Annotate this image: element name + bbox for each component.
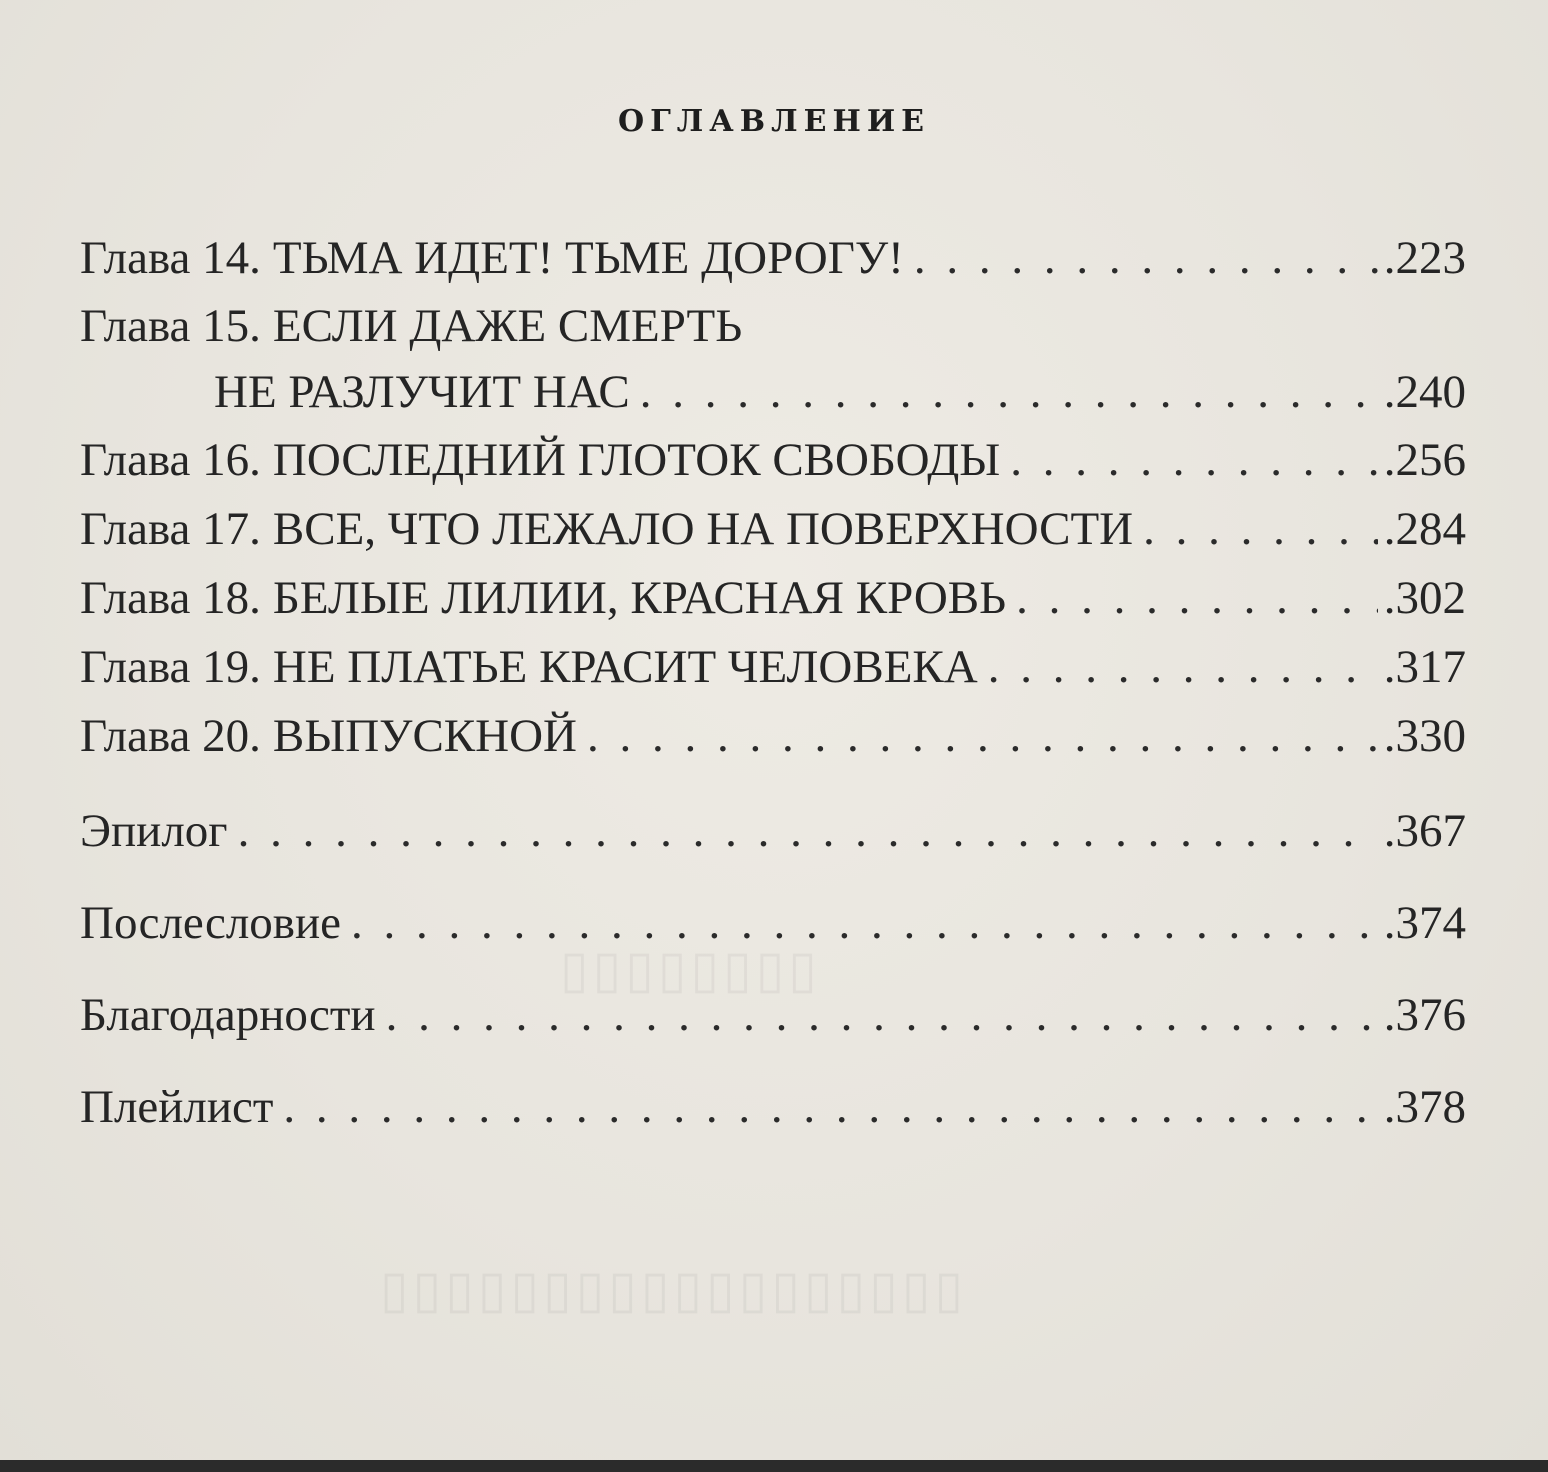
toc-entry-page: .256 <box>1383 434 1466 486</box>
toc-entry-title: ТЬМА ИДЕТ! ТЬМЕ ДОРОГУ! <box>272 232 904 284</box>
dot-leader <box>1010 432 1377 488</box>
dot-leader <box>386 987 1378 1043</box>
toc-entry-title: НЕ РАЗЛУЧИТ НАС <box>214 366 630 418</box>
toc-entry-page: .284 <box>1383 503 1466 555</box>
toc-entry-chapter-17 <box>80 501 1466 557</box>
toc-entry-prefix: Глава 18. <box>80 572 261 624</box>
toc-entry-page: .223 <box>1383 232 1466 284</box>
toc-entry-chapter-18 <box>80 570 1466 626</box>
toc-entry-prefix: Глава 14. <box>80 232 261 284</box>
toc-entry-title: ПОСЛЕДНИЙ ГЛОТОК СВОБОДЫ <box>272 434 1001 486</box>
toc-entry-epilogue <box>80 803 1466 859</box>
toc-entry-title: БЕЛЫЕ ЛИЛИИ, КРАСНАЯ КРОВЬ <box>272 572 1007 624</box>
toc-entry-title: ВСЕ, ЧТО ЛЕЖАЛО НА ПОВЕРХНОСТИ <box>272 503 1134 555</box>
toc-entry-label <box>80 639 978 695</box>
toc-entry-prefix: Глава 20. <box>80 710 261 762</box>
toc-entry-label <box>80 501 1133 557</box>
show-through-texture: ▯▯▯▯▯▯▯▯ <box>560 940 821 1000</box>
toc-entry-chapter-19 <box>80 639 1466 695</box>
toc-entry-chapter-16 <box>80 432 1466 488</box>
toc-entry-chapter-14 <box>80 230 1466 286</box>
toc-entry-page: .374 <box>1383 897 1466 949</box>
toc-entry-title: Эпилог <box>80 805 228 857</box>
toc-entry-page: .376 <box>1383 989 1466 1041</box>
toc-entry-title: Плейлист <box>80 1081 274 1133</box>
toc-entry-page: .317 <box>1383 641 1466 693</box>
dot-leader <box>1016 570 1378 626</box>
dot-leader <box>351 895 1378 951</box>
toc-entry-title: Послесловие <box>80 897 341 949</box>
toc-entry-page: .302 <box>1383 572 1466 624</box>
dot-leader <box>914 230 1378 286</box>
toc-entry-page: .367 <box>1383 805 1466 857</box>
dot-leader <box>988 639 1378 695</box>
toc-entry-chapter-15-continued <box>80 364 1466 420</box>
toc-entry-afterword <box>80 895 1466 951</box>
toc-entry-acknowledgements <box>80 987 1466 1043</box>
toc-entry-title: НЕ ПЛАТЬЕ КРАСИТ ЧЕЛОВЕКА <box>272 641 978 693</box>
dot-leader <box>587 708 1378 764</box>
toc-entry-label <box>80 298 742 354</box>
toc-entry-label <box>80 708 577 764</box>
toc-entry-chapter-20 <box>80 708 1466 764</box>
toc-entry-prefix: Глава 15. <box>80 300 261 352</box>
page-bottom-edge <box>0 1460 1548 1472</box>
toc-entry-title: ВЫПУСКНОЙ <box>272 710 577 762</box>
toc-entry-page: .378 <box>1383 1081 1466 1133</box>
toc-entry-playlist <box>80 1079 1466 1135</box>
toc-entry-title: ЕСЛИ ДАЖЕ СМЕРТЬ <box>272 300 743 352</box>
dot-leader <box>640 364 1378 420</box>
dot-leader <box>238 803 1378 859</box>
toc-entry-chapter-15 <box>80 298 1466 354</box>
toc-entry-title: Благодарности <box>80 989 376 1041</box>
toc-entry-prefix: Глава 17. <box>80 503 261 555</box>
show-through-texture: ▯▯▯▯▯▯▯▯▯▯▯▯▯▯▯▯▯▯ <box>380 1260 968 1320</box>
dot-leader <box>1143 501 1378 557</box>
toc-entry-prefix: Глава 16. <box>80 434 261 486</box>
toc-entry-label <box>80 432 1000 488</box>
toc-entry-page: .240 <box>1383 366 1466 418</box>
toc-entry-label <box>80 230 904 286</box>
dot-leader <box>283 1079 1377 1135</box>
toc-heading: ОГЛАВЛЕНИЕ <box>617 104 931 139</box>
toc-entry-prefix: Глава 19. <box>80 641 261 693</box>
toc-entry-page: .330 <box>1383 710 1466 762</box>
toc-entry-label <box>80 570 1006 626</box>
